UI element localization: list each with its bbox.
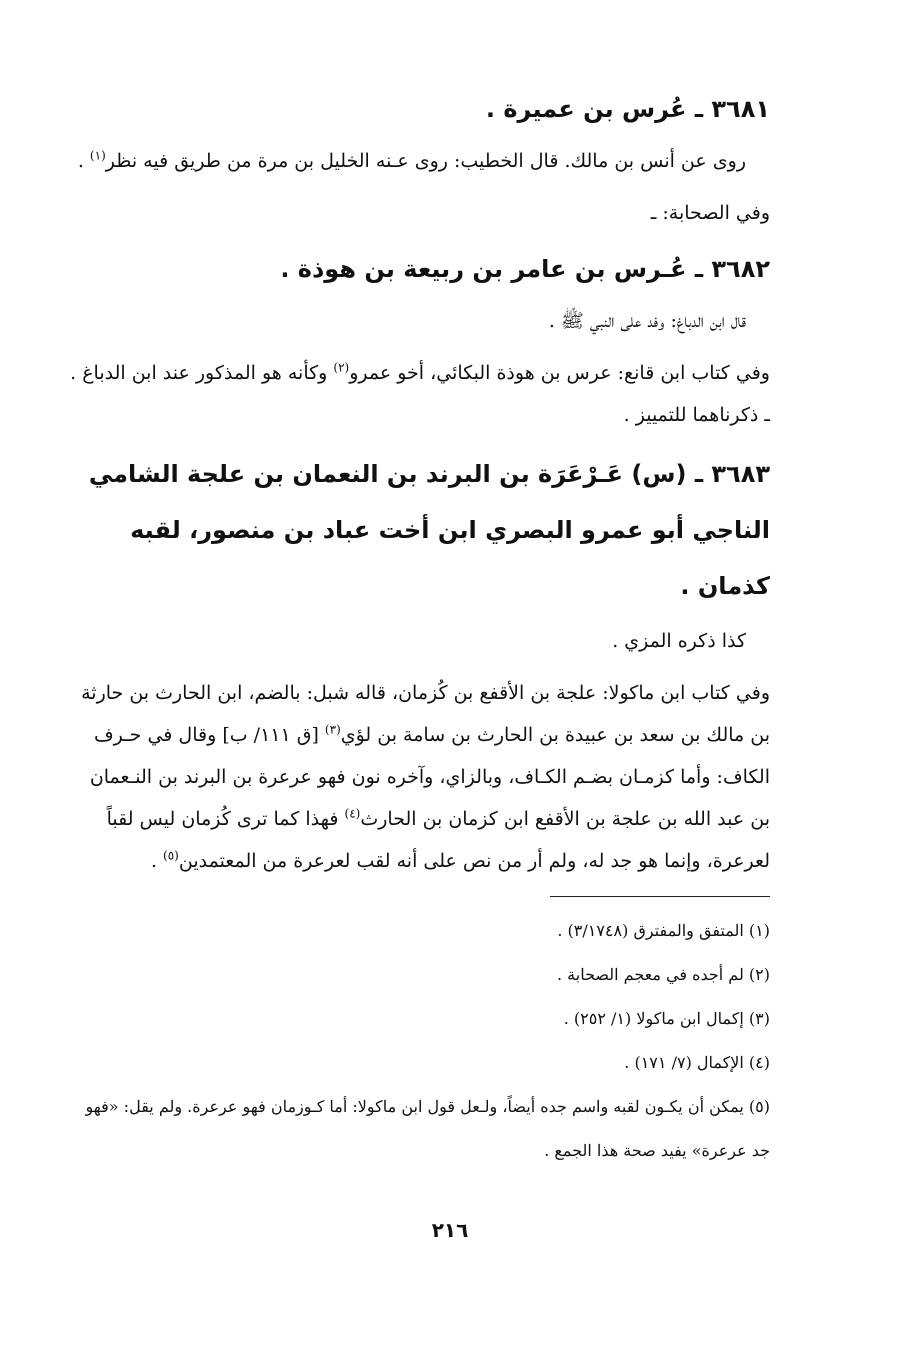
entry-paragraph <box>70 192 770 234</box>
footnote: (٣) إكمال ابن ماكولا (١/ ٢٥٢) . <box>563 1009 770 1028</box>
footnotes <box>70 909 770 1173</box>
entry-paragraph <box>70 672 770 882</box>
footnote: (٢) لم أجده في معجم الصحابة . <box>556 965 770 984</box>
paragraph-text: وفي كتاب ابن ماكولا: علجة بن الأقفع بن كُزمان، قاله شبل: بالضم، ابن الحارث بن حارثة بن مالك بن سعد بن عبيدة بن الحارث بن سامة بن لؤي <box>81 682 770 746</box>
paragraph-tail: . <box>150 850 164 872</box>
document-page <box>70 80 770 1300</box>
entry-paragraph <box>70 300 770 342</box>
paragraph-tail: فهذا كما ترى كُزمان ليس لقباً لعرعرة، وإنما هو جد له، ولم أر من نص على أنه لقب لعرعرة من المعتمدين <box>106 808 770 872</box>
paragraph-text: روى عن أنس بن مالك. قال الخطيب: روى عـنه الخليل بن مرة من طريق فيه نظر <box>105 150 746 172</box>
paragraph-text: قال ابن الدباغ: وفد على النبي ﷺ . <box>548 310 746 332</box>
paragraph-tail: . <box>77 150 90 172</box>
entry-paragraph <box>70 352 770 436</box>
footnote: (٥) يمكن أن يكـون لقبه واسم جده أيضاً، ولـعل قول ابن ماكولا: أما كـوزمان فهو عرعرة. ولم يقل: «فهو جد عرعرة» يفيد صحة هذا الجمع . <box>85 1097 770 1160</box>
entry-heading: ٣٦٨١ ـ عُرس بن عميرة . <box>485 95 770 123</box>
paragraph-tail: وكأنه هو المذكور عند ابن الدباغ . ـ ذكرناهما للتمييز . <box>70 362 770 426</box>
footnote-divider <box>550 896 770 897</box>
footnote-ref[interactable]: (٥) <box>163 848 179 863</box>
footnote: (١) المتفق والمفترق (٣/١٧٤٨) . <box>557 921 770 940</box>
entry-heading: ٣٦٨٣ ـ (س) عَـرْعَرَة بن البرند بن النعمان بن علجة الشامي الناجي أبو عمرو البصري ابن أخت عباد بن منصور، لقبه كذمان . <box>88 460 770 600</box>
paragraph-text: كذا ذكره المزي . <box>612 630 746 652</box>
footnote-ref[interactable]: (٣) <box>324 722 341 737</box>
paragraph-text: وفي الصحابة: ـ <box>650 202 770 224</box>
paragraph-text: وفي كتاب ابن قانع: عرس بن هوذة البكائي، أخو عمرو <box>349 362 770 384</box>
entry-paragraph <box>70 140 770 182</box>
footnote-ref[interactable]: (١) <box>89 148 106 163</box>
footnote-ref[interactable]: (٢) <box>333 360 350 375</box>
footnote: (٤) الإكمال (٧/ ١٧١) . <box>624 1053 770 1072</box>
entry-paragraph <box>70 620 770 662</box>
footnote-ref[interactable]: (٤) <box>344 806 361 821</box>
page-number: ٢١٦ <box>431 1218 469 1242</box>
paragraph-tail: [ق ١١١/ ب] وقال في حـرف الكاف: وأما كزمـان بضـم الكـاف، وبالزاي، وآخره نون فهو عرعرة بن البرند بن النـعمان بن عبد الله بن علجة بن الأقفع ابن كزمان بن الحارث <box>89 724 770 830</box>
entry-heading: ٣٦٨٢ ـ عُـرس بن عامر بن ربيعة بن هوذة . <box>280 255 770 283</box>
